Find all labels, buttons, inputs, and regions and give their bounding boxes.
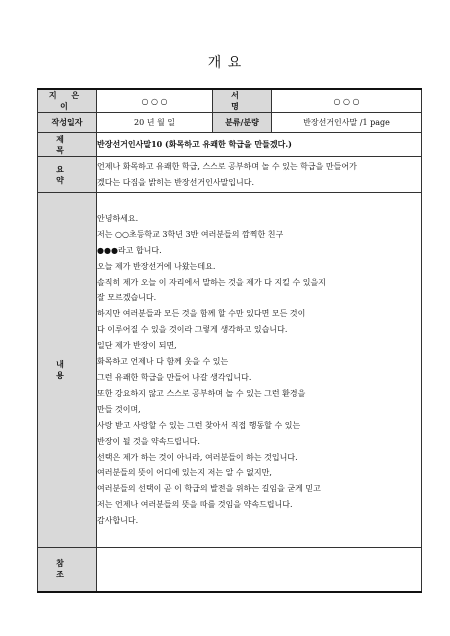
content-line: 그런 유쾌한 학급을 만들어 나갈 생각입니다. — [97, 373, 252, 382]
reference-row — [38, 548, 422, 592]
content-line: 잘 모르겠습니다. — [97, 293, 157, 303]
category-label: 분류/분량 — [213, 113, 272, 133]
reference-label: 참 조 — [38, 548, 97, 592]
content-line: 여러분들의 선택이 곧 이 학급의 발전을 위하는 길임을 굳게 믿고 — [97, 484, 321, 494]
date-row — [38, 113, 422, 133]
document-title: 개 요 — [207, 55, 243, 71]
content-body — [97, 193, 422, 548]
content-line: 여러분들의 뜻이 어디에 있는지 저는 알 수 없지만, — [97, 468, 272, 478]
author-row — [38, 89, 422, 113]
content-line: 반장이 될 것을 약속드립니다. — [97, 436, 200, 446]
content-line: 일단 제가 반장이 되면, — [97, 341, 177, 351]
sign-label: 서 명 — [213, 89, 272, 113]
content-line: 선택은 제가 하는 것이 아니라, 여러분들이 하는 것입니다. — [97, 452, 298, 462]
content-line: 감사합니다. — [97, 516, 139, 526]
content-line: 오늘 제가 반장선거에 나왔는데요. — [97, 261, 216, 271]
author-label: 지 은 이 — [38, 89, 97, 113]
content-line: 저는 ○○초등학교 3학년 3반 여러분들의 깜찍한 친구 — [97, 229, 284, 239]
content-line: 솔직히 제가 오늘 이 자리에서 말하는 것을 제가 다 지킬 수 있을지 — [97, 277, 326, 287]
content-row — [38, 193, 422, 548]
subject-label: 제 목 — [38, 133, 97, 157]
content-line: 저는 언제나 여러분들의 뜻을 따를 것임을 약속드립니다. — [97, 500, 293, 510]
summary-line: 언제나 화목하고 유쾌한 학급, 스스로 공부하며 놀 수 있는 학급을 만들어가 — [97, 161, 357, 171]
summary-table — [37, 88, 422, 593]
content-line: 사랑 받고 사랑할 수 있는 그런 찾아서 직접 행동할 수 있는 — [97, 420, 301, 430]
date-value: 20 년 월 일 — [97, 113, 213, 133]
reference-value — [97, 548, 422, 592]
summary-line: 겠다는 다짐을 밝히는 반장선거인사말입니다. — [97, 177, 255, 187]
summary-row — [38, 157, 422, 193]
content-line: ●●●라고 합니다. — [97, 245, 162, 255]
subject-row — [38, 133, 422, 157]
summary-label: 요 약 — [38, 157, 97, 193]
date-label: 작성일자 — [38, 113, 97, 133]
sign-value: ○ ○ ○ — [272, 89, 422, 113]
author-value: ○ ○ ○ — [97, 89, 213, 113]
content-line: 다 이루어질 수 있을 것이라 그렇게 생각하고 있습니다. — [97, 325, 288, 335]
content-line: 만들 것이며, — [97, 404, 141, 414]
content-line: 안녕하세요. — [97, 213, 139, 223]
content-line: 또한 강요하지 않고 스스로 공부하며 놀 수 있는 그런 환경을 — [97, 388, 306, 398]
category-value: 반장선거인사말 /1 page — [272, 113, 422, 133]
subject-value: 반장선거인사말10 (화목하고 유쾌한 학급을 만들겠다.) — [97, 133, 422, 157]
content-line: 하지만 여러분들과 모든 것을 함께 할 수만 있다면 모든 것이 — [97, 309, 306, 319]
content-line: 화목하고 언제나 다 함께 웃을 수 있는 — [97, 357, 229, 367]
content-label: 내 용 — [38, 193, 97, 548]
summary-text — [97, 157, 422, 193]
